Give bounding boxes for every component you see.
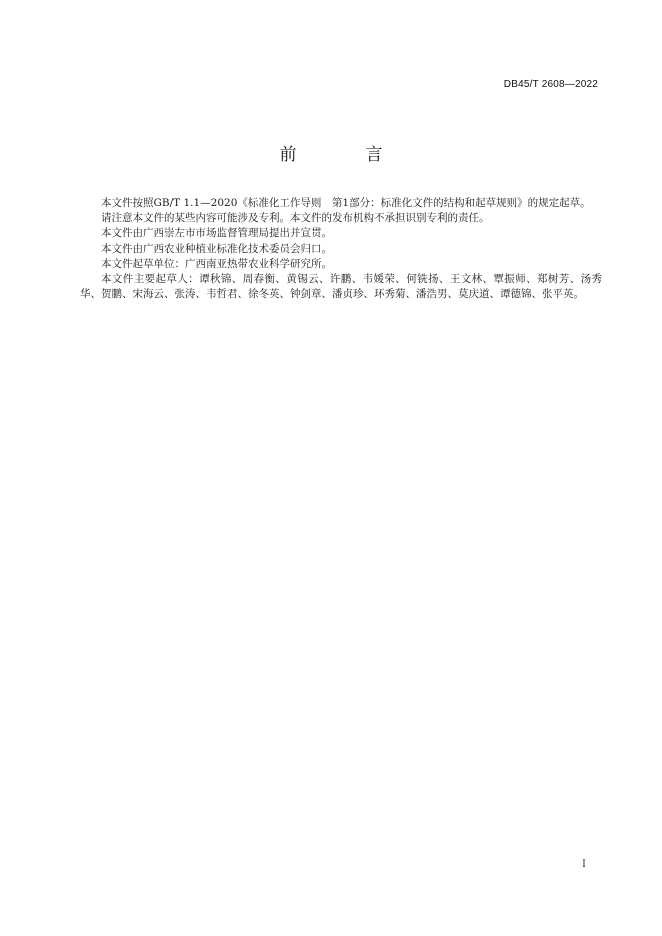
page-title: 前 言 [279, 145, 409, 165]
paragraph-patent-notice: 请注意本文件的某些内容可能涉及专利。本文件的发布机构不承担识别专利的责任。 [101, 212, 490, 225]
document-code: DB45/T 2608—2022 [503, 79, 598, 90]
paragraph-committee: 本文件由广西农业种植业标准化技术委员会归口。 [101, 242, 332, 255]
paragraph-drafting-rules: 本文件按照GB/T 1.1—2020《标准化工作导则 第1部分：标准化文件的结构和起草规则》的规定起草。 [101, 197, 591, 209]
page-number: I [582, 859, 586, 870]
document-body [80, 196, 602, 302]
paragraph-drafting-unit: 本文件起草单位：广西南亚热带农业科学研究所。 [101, 257, 332, 270]
paragraph-proposer: 本文件由广西崇左市市场监督管理局提出并宣贯。 [101, 227, 332, 240]
paragraph-drafters: 本文件主要起草人：谭秋锦、周春衡、黄锡云、许鹏、韦媛荣、何铣扬、王文林、覃振师、郑树芳、汤秀华、贺鹏、宋海云、张涛、韦哲君、徐冬英、钟剑章、潘贞珍、环秀菊、潘浩男、莫庆道、谭德锦、张平英。 [80, 273, 602, 301]
